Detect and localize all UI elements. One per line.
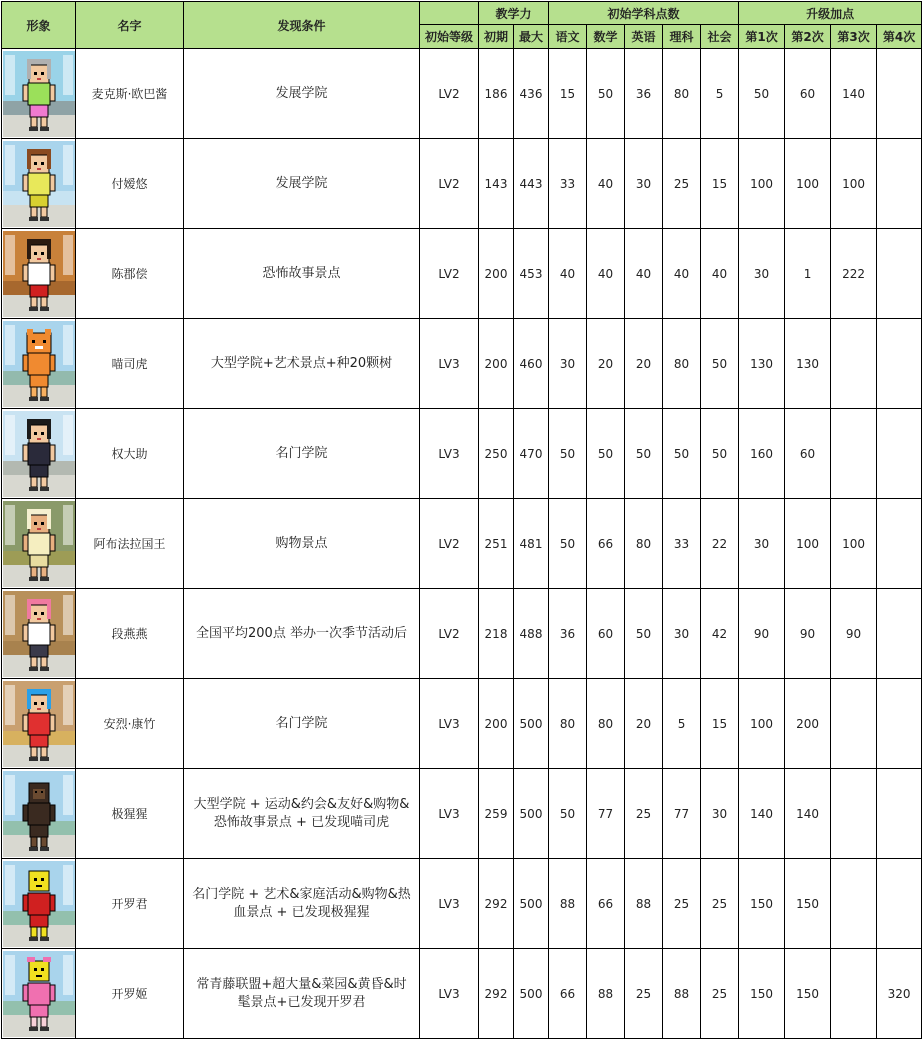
cell-init-level: LV2 — [420, 499, 479, 589]
cell-upgrade-3 — [831, 949, 877, 1039]
character-sprite-icon — [3, 411, 75, 497]
cell-upgrade-4 — [877, 319, 922, 409]
cell-science: 88 — [663, 949, 701, 1039]
cell-upgrade-3: 100 — [831, 499, 877, 589]
character-sprite-icon — [3, 231, 75, 317]
cell-english: 80 — [625, 499, 663, 589]
header-social: 社会 — [701, 25, 739, 49]
character-sprite-icon — [3, 771, 75, 857]
character-name: 喵司虎 — [76, 319, 184, 409]
header-chinese: 语文 — [549, 25, 587, 49]
cell-upgrade-2: 60 — [785, 409, 831, 499]
cell-upgrade-1: 30 — [739, 499, 785, 589]
cell-upgrade-2: 100 — [785, 139, 831, 229]
table-row — [2, 769, 922, 859]
character-sprite-icon — [3, 51, 75, 137]
header-upgrade-4: 第4次 — [877, 25, 922, 49]
cell-math: 20 — [587, 319, 625, 409]
cell-science: 25 — [663, 139, 701, 229]
cell-max: 500 — [514, 949, 549, 1039]
character-name: 段燕燕 — [76, 589, 184, 679]
cell-upgrade-3: 140 — [831, 49, 877, 139]
cell-social: 5 — [701, 49, 739, 139]
cell-upgrade-4 — [877, 409, 922, 499]
cell-upgrade-4 — [877, 139, 922, 229]
table-row — [2, 319, 922, 409]
character-image — [2, 319, 76, 409]
character-image — [2, 679, 76, 769]
cell-english: 40 — [625, 229, 663, 319]
cell-initial: 186 — [479, 49, 514, 139]
character-name: 权大助 — [76, 409, 184, 499]
cell-upgrade-1: 150 — [739, 949, 785, 1039]
cell-social: 25 — [701, 859, 739, 949]
cell-initial: 200 — [479, 229, 514, 319]
cell-max: 500 — [514, 679, 549, 769]
cell-social: 30 — [701, 769, 739, 859]
table-row — [2, 139, 922, 229]
character-sprite-icon — [3, 591, 75, 677]
cell-max: 460 — [514, 319, 549, 409]
cell-init-level: LV3 — [420, 679, 479, 769]
header-initial: 初期 — [479, 25, 514, 49]
character-sprite-icon — [3, 951, 75, 1037]
cell-upgrade-3 — [831, 409, 877, 499]
cell-initial: 143 — [479, 139, 514, 229]
header-condition: 发现条件 — [184, 2, 420, 49]
cell-upgrade-4 — [877, 589, 922, 679]
cell-init-level: LV3 — [420, 949, 479, 1039]
cell-upgrade-2: 100 — [785, 499, 831, 589]
header-upgrade: 升级加点 — [739, 2, 922, 25]
cell-math: 66 — [587, 499, 625, 589]
cell-science: 80 — [663, 319, 701, 409]
table-row — [2, 859, 922, 949]
table-row — [2, 499, 922, 589]
character-sprite-icon — [3, 861, 75, 947]
cell-initial: 200 — [479, 319, 514, 409]
discovery-condition: 恐怖故事景点 — [184, 229, 420, 319]
table-row — [2, 49, 922, 139]
cell-init-level: LV3 — [420, 859, 479, 949]
cell-upgrade-4 — [877, 679, 922, 769]
cell-english: 50 — [625, 409, 663, 499]
cell-chinese: 50 — [549, 499, 587, 589]
header-science: 理科 — [663, 25, 701, 49]
discovery-condition: 全国平均200点 举办一次季节活动后 — [184, 589, 420, 679]
cell-initial: 259 — [479, 769, 514, 859]
header-subjects: 初始学科点数 — [549, 2, 739, 25]
cell-upgrade-1: 30 — [739, 229, 785, 319]
cell-init-level: LV2 — [420, 589, 479, 679]
cell-init-level: LV3 — [420, 409, 479, 499]
cell-science: 25 — [663, 859, 701, 949]
cell-social: 15 — [701, 139, 739, 229]
cell-chinese: 40 — [549, 229, 587, 319]
cell-upgrade-3 — [831, 319, 877, 409]
cell-chinese: 15 — [549, 49, 587, 139]
cell-social: 50 — [701, 409, 739, 499]
cell-initial: 292 — [479, 949, 514, 1039]
cell-upgrade-2: 200 — [785, 679, 831, 769]
cell-social: 42 — [701, 589, 739, 679]
cell-upgrade-3: 100 — [831, 139, 877, 229]
discovery-condition: 大型学院+艺术景点+种20颗树 — [184, 319, 420, 409]
cell-initial: 218 — [479, 589, 514, 679]
character-sprite-icon — [3, 321, 75, 407]
cell-social: 40 — [701, 229, 739, 319]
cell-max: 453 — [514, 229, 549, 319]
character-table — [1, 1, 922, 1039]
cell-max: 481 — [514, 499, 549, 589]
cell-upgrade-2: 90 — [785, 589, 831, 679]
cell-init-level: LV2 — [420, 229, 479, 319]
cell-english: 20 — [625, 319, 663, 409]
character-image — [2, 859, 76, 949]
character-name: 阿布法拉国王 — [76, 499, 184, 589]
character-name: 麦克斯·欧巴酱 — [76, 49, 184, 139]
header-upgrade-3: 第3次 — [831, 25, 877, 49]
cell-max: 436 — [514, 49, 549, 139]
discovery-condition: 常青藤联盟+超大量&菜园&黄昏&时髦景点+已发现开罗君 — [184, 949, 420, 1039]
cell-upgrade-4: 320 — [877, 949, 922, 1039]
header-teaching: 教学力 — [479, 2, 549, 25]
cell-math: 77 — [587, 769, 625, 859]
cell-english: 30 — [625, 139, 663, 229]
cell-math: 50 — [587, 409, 625, 499]
cell-initial: 292 — [479, 859, 514, 949]
cell-math: 60 — [587, 589, 625, 679]
cell-english: 36 — [625, 49, 663, 139]
cell-chinese: 30 — [549, 319, 587, 409]
discovery-condition: 名门学院 — [184, 679, 420, 769]
cell-english: 50 — [625, 589, 663, 679]
cell-social: 50 — [701, 319, 739, 409]
cell-upgrade-2: 130 — [785, 319, 831, 409]
cell-init-level: LV3 — [420, 769, 479, 859]
cell-upgrade-3 — [831, 769, 877, 859]
table-row — [2, 229, 922, 319]
cell-upgrade-3 — [831, 859, 877, 949]
cell-upgrade-1: 90 — [739, 589, 785, 679]
cell-science: 30 — [663, 589, 701, 679]
cell-upgrade-1: 100 — [739, 679, 785, 769]
cell-max: 488 — [514, 589, 549, 679]
cell-science: 50 — [663, 409, 701, 499]
cell-max: 500 — [514, 859, 549, 949]
header-image: 形象 — [2, 2, 76, 49]
cell-math: 66 — [587, 859, 625, 949]
character-image — [2, 409, 76, 499]
cell-upgrade-4 — [877, 769, 922, 859]
cell-upgrade-3: 222 — [831, 229, 877, 319]
table-row — [2, 679, 922, 769]
header-math: 数学 — [587, 25, 625, 49]
character-image — [2, 769, 76, 859]
cell-upgrade-2: 150 — [785, 859, 831, 949]
character-name: 开罗姬 — [76, 949, 184, 1039]
table-row — [2, 949, 922, 1039]
header-upgrade-1: 第1次 — [739, 25, 785, 49]
header-name: 名字 — [76, 2, 184, 49]
cell-science: 80 — [663, 49, 701, 139]
header-blank — [420, 2, 479, 25]
cell-max: 500 — [514, 769, 549, 859]
cell-max: 443 — [514, 139, 549, 229]
cell-math: 50 — [587, 49, 625, 139]
cell-upgrade-1: 150 — [739, 859, 785, 949]
cell-upgrade-1: 50 — [739, 49, 785, 139]
character-sprite-icon — [3, 141, 75, 227]
character-name: 安烈·康竹 — [76, 679, 184, 769]
cell-initial: 200 — [479, 679, 514, 769]
cell-upgrade-2: 1 — [785, 229, 831, 319]
cell-upgrade-3 — [831, 679, 877, 769]
cell-chinese: 50 — [549, 409, 587, 499]
character-sprite-icon — [3, 501, 75, 587]
header-english: 英语 — [625, 25, 663, 49]
cell-upgrade-1: 130 — [739, 319, 785, 409]
cell-chinese: 80 — [549, 679, 587, 769]
cell-initial: 251 — [479, 499, 514, 589]
header-init-level: 初始等级 — [420, 25, 479, 49]
cell-init-level: LV3 — [420, 319, 479, 409]
cell-math: 80 — [587, 679, 625, 769]
table-body — [2, 49, 922, 1039]
cell-upgrade-1: 140 — [739, 769, 785, 859]
cell-social: 25 — [701, 949, 739, 1039]
character-name: 开罗君 — [76, 859, 184, 949]
cell-social: 22 — [701, 499, 739, 589]
cell-upgrade-1: 100 — [739, 139, 785, 229]
cell-math: 88 — [587, 949, 625, 1039]
cell-upgrade-3: 90 — [831, 589, 877, 679]
header-upgrade-2: 第2次 — [785, 25, 831, 49]
character-image — [2, 229, 76, 319]
discovery-condition: 发展学院 — [184, 49, 420, 139]
cell-max: 470 — [514, 409, 549, 499]
character-image — [2, 949, 76, 1039]
cell-english: 20 — [625, 679, 663, 769]
cell-social: 15 — [701, 679, 739, 769]
discovery-condition: 购物景点 — [184, 499, 420, 589]
cell-science: 40 — [663, 229, 701, 319]
character-name: 付嫒悠 — [76, 139, 184, 229]
cell-science: 33 — [663, 499, 701, 589]
character-name: 极猩猩 — [76, 769, 184, 859]
cell-math: 40 — [587, 229, 625, 319]
cell-chinese: 88 — [549, 859, 587, 949]
cell-chinese: 36 — [549, 589, 587, 679]
header-max: 最大 — [514, 25, 549, 49]
cell-english: 88 — [625, 859, 663, 949]
cell-init-level: LV2 — [420, 139, 479, 229]
character-sprite-icon — [3, 681, 75, 767]
cell-upgrade-2: 60 — [785, 49, 831, 139]
cell-science: 5 — [663, 679, 701, 769]
table-row — [2, 409, 922, 499]
cell-upgrade-2: 140 — [785, 769, 831, 859]
cell-english: 25 — [625, 949, 663, 1039]
character-image — [2, 49, 76, 139]
discovery-condition: 大型学院 + 运动&约会&友好&购物&恐怖故事景点 + 已发现喵司虎 — [184, 769, 420, 859]
cell-init-level: LV2 — [420, 49, 479, 139]
character-image — [2, 499, 76, 589]
cell-math: 40 — [587, 139, 625, 229]
character-image — [2, 589, 76, 679]
cell-science: 77 — [663, 769, 701, 859]
cell-upgrade-4 — [877, 229, 922, 319]
cell-upgrade-2: 150 — [785, 949, 831, 1039]
cell-chinese: 66 — [549, 949, 587, 1039]
cell-chinese: 50 — [549, 769, 587, 859]
character-name: 陈郡偿 — [76, 229, 184, 319]
cell-upgrade-4 — [877, 49, 922, 139]
discovery-condition: 名门学院 — [184, 409, 420, 499]
cell-initial: 250 — [479, 409, 514, 499]
discovery-condition: 名门学院 + 艺术&家庭活动&购物&热血景点 + 已发现极猩猩 — [184, 859, 420, 949]
cell-upgrade-4 — [877, 859, 922, 949]
character-image — [2, 139, 76, 229]
table-row — [2, 589, 922, 679]
cell-chinese: 33 — [549, 139, 587, 229]
cell-english: 25 — [625, 769, 663, 859]
cell-upgrade-1: 160 — [739, 409, 785, 499]
cell-upgrade-4 — [877, 499, 922, 589]
discovery-condition: 发展学院 — [184, 139, 420, 229]
